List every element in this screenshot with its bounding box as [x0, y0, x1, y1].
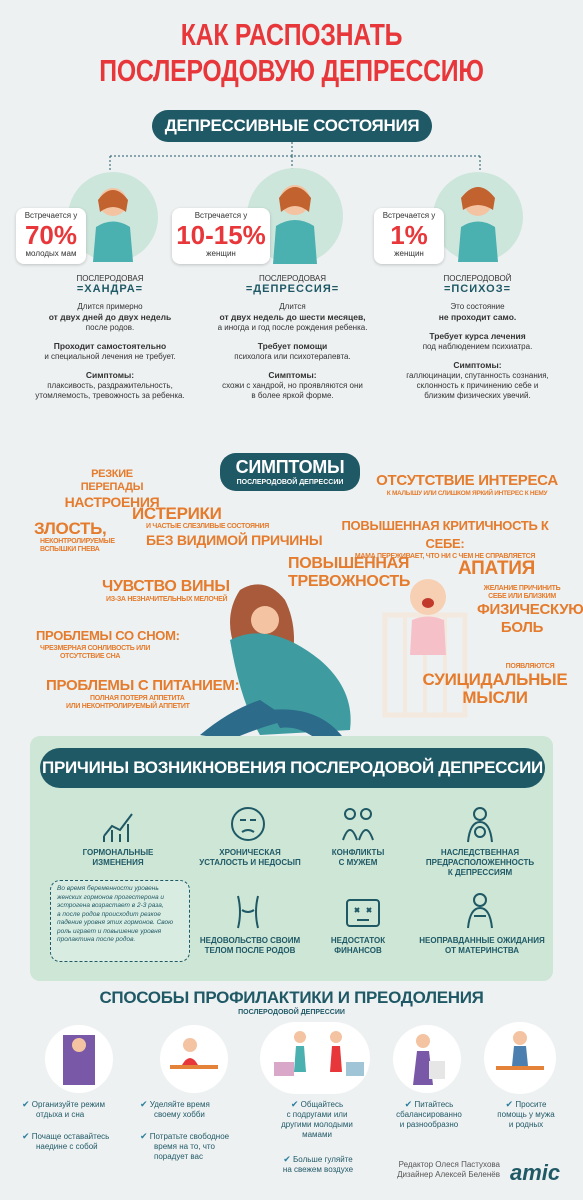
tip-ask-help: ✔ Просите помощь у мужа и родных: [497, 1099, 555, 1129]
symptom-harm: ЖЕЛАНИЕ ПРИЧИНИТЬ СЕБЕ ИЛИ БЛИЗКИМ ФИЗИЧЕСКУЮ БОЛЬ: [477, 585, 583, 636]
stat-value: 1%: [390, 220, 428, 250]
conflict-couple-icon: [338, 804, 378, 844]
state-name: =ХАНДРА=: [76, 283, 144, 295]
father-baby-icon: [484, 1022, 556, 1094]
cause-conflicts: КОНФЛИКТЫ С МУЖЕМ: [331, 848, 385, 867]
cause-finance: НЕДОСТАТОК ФИНАНСОВ: [330, 936, 386, 955]
symptom-interest: ОТСУТСТВИЕ ИНТЕРЕСА К МАЛЫШУ ИЛИ СЛИШКОМ ЯРКИЙ ИНТЕРЕС К НЕМУ: [376, 472, 558, 497]
tip-image-sleep: [45, 1025, 113, 1093]
hormone-note: [50, 880, 190, 962]
symptom-hysteria: ИСТЕРИКИ И ЧАСТЫЕ СЛЕЗЛИВЫЕ СОСТОЯНИЯ БЕЗ ВИДИМОЙ ПРИЧИНЫ: [132, 504, 323, 548]
woman-psychosis-icon: [433, 172, 523, 262]
hobby-table-icon: [160, 1025, 228, 1093]
symptom-anger: ЗЛОСТЬ, НЕКОНТРОЛИРУЕМЫЕ ВСПЫШКИ ГНЕВА: [34, 519, 115, 553]
credits: Редактор Олеся Пастухова Дизайнер Алексей Беленёв: [397, 1160, 500, 1179]
mother-baby-icon: [460, 804, 500, 844]
state-column-psychosis: ПОСЛЕРОДОВОЙ =ПСИХОЗ= Это состояние не проходит само. Требует курса лечения под наблюдением психиатра. Симптомы: галлюцинации, спутанность сознания, склонность к причинению себе и близким физических увечий.: [390, 274, 565, 401]
symptom-suicidal: ПОЯВЛЯЮТСЯ СУИЦИДАЛЬНЫЕ МЫСЛИ: [422, 663, 568, 707]
state-name: =ДЕПРЕССИЯ=: [245, 283, 340, 295]
chart-growth-icon: [100, 808, 136, 844]
cause-heredity: НАСЛЕДСТВЕННАЯ ПРЕДРАСПОЛОЖЕННОСТЬ К ДЕПРЕССИЯМ: [425, 848, 535, 877]
check-icon: ✔: [290, 1099, 299, 1109]
mother-crying-baby-icon: [460, 890, 500, 930]
symptom-sleep: ПРОБЛЕМЫ СО СНОМ: ЧРЕЗМЕРНАЯ СОНЛИВОСТЬ ИЛИ ОТСУТСТВИЕ СНА: [36, 628, 180, 660]
check-icon: ✔: [140, 1099, 148, 1109]
page-title-line1: КАК РАСПОЗНАТЬ: [180, 17, 403, 52]
check-icon: ✔: [22, 1131, 30, 1141]
body-figure-icon: [228, 892, 268, 932]
check-icon: ✔: [283, 1154, 291, 1164]
prevention-subheading: ПОСЛЕРОДОВОЙ ДЕПРЕССИИ: [238, 1009, 345, 1016]
states-heading: ДЕПРЕССИВНЫЕ СОСТОЯНИЯ: [152, 110, 432, 142]
tip-image-friends: [260, 1022, 370, 1094]
state-column-depression: ПОСЛЕРОДОВАЯ =ДЕПРЕССИЯ= Длится от двух недель до шести месяцев, а иногда и год после рождения ребенка. Требует помощи психолога или психотерапевта. Симптомы: схожи с хандрой, но проявляются они в более яркой форме.: [200, 274, 385, 401]
tip-food: ✔ Питайтесь сбалансированно и разнообразно: [396, 1099, 462, 1129]
tip-walk: ✔ Больше гуляйте на свежем воздухе: [282, 1154, 354, 1174]
tired-face-icon: [228, 804, 268, 844]
tip-hobby: ✔ Уделяйте время своему хобби: [140, 1099, 210, 1119]
prevention-heading: СПОСОБЫ ПРОФИЛАКТИКИ И ПРЕОДОЛЕНИЯ: [99, 988, 484, 1007]
check-icon: ✔: [404, 1099, 413, 1109]
symptom-apathy: АПАТИЯ: [458, 558, 536, 579]
symptom-anxiety: ПОВЫШЕННАЯ ТРЕВОЖНОСТЬ: [288, 555, 411, 590]
cause-expectations: НЕОПРАВДАННЫЕ ОЖИДАНИЯ ОТ МАТЕРИНСТВА: [419, 936, 545, 955]
check-icon: ✔: [140, 1131, 148, 1141]
page-title-line2: ПОСЛЕРОДОВУЮ ДЕПРЕССИЮ: [99, 53, 484, 88]
stat-blues: Встречается у 70% молодых мам: [16, 208, 86, 264]
cause-body: НЕДОВОЛЬСТВО СВОИМ ТЕЛОМ ПОСЛЕ РОДОВ: [199, 936, 301, 955]
tip-rest: ✔ Организуйте режим отдыха и сна: [22, 1099, 105, 1119]
tip-image-hobby: [160, 1025, 228, 1093]
cause-hormonal: ГОРМОНАЛЬНЫЕ ИЗМЕНЕНИЯ: [82, 848, 154, 867]
sleeping-woman-icon: [45, 1025, 113, 1093]
stat-value: 10-15%: [176, 220, 266, 250]
state-column-blues: ПОСЛЕРОДОВАЯ =ХАНДРА= Длится примерно от двух дней до двух недель после родов. Проходит самостоятельно и специальной лечения не требует. Симптомы: плаксивость, раздражительность, утомляемость, тревожность за ребенка.: [20, 274, 200, 401]
check-icon: ✔: [22, 1099, 30, 1109]
causes-heading: ПРИЧИНЫ ВОЗНИКНОВЕНИЯ ПОСЛЕРОДОВОЙ ДЕПРЕССИИ: [40, 748, 545, 788]
symptom-self-criticism: ПОВЫШЕННАЯ КРИТИЧНОСТЬ К СЕБЕ: МАМА ПЕРЕЖИВАЕТ, ЧТО НИ С ЧЕМ НЕ СПРАВЛЯЕТСЯ: [341, 518, 549, 560]
symptom-mood: РЕЗКИЕ ПЕРЕПАДЫ НАСТРОЕНИЯ: [64, 468, 160, 510]
sad-woman-illustration-icon: [170, 580, 390, 750]
mothers-with-strollers-icon: [260, 1022, 370, 1094]
cause-fatigue: ХРОНИЧЕСКАЯ УСТАЛОСТЬ И НЕДОСЫП: [199, 848, 301, 867]
empty-wallet-icon: [343, 892, 383, 932]
tip-friends: ✔ Общайтесь с подругами или другими молодыми мамами: [281, 1099, 353, 1139]
symptom-guilt: ЧУВСТВО ВИНЫ ИЗ-ЗА НЕЗНАЧИТЕЛЬНЫХ МЕЛОЧЕЙ: [102, 578, 230, 603]
stat-value: 70%: [24, 220, 78, 250]
state-name: =ПСИХОЗ=: [443, 283, 512, 295]
amic-logo: amic: [510, 1160, 561, 1185]
symptom-food: ПРОБЛЕМЫ С ПИТАНИЕМ: ПОЛНАЯ ПОТЕРЯ АППЕТИТА ИЛИ НЕКОНТРОЛИРУЕМЫЙ АППЕТИТ: [46, 677, 240, 710]
tip-free-time: ✔ Потратьте свободное время на то, что порадует вас: [140, 1131, 230, 1161]
tip-image-food: [393, 1025, 461, 1093]
tip-image-help: [484, 1022, 556, 1094]
tip-alone: ✔ Почаще оставайтесь наедине с собой: [22, 1131, 110, 1151]
woman-groceries-icon: [393, 1025, 461, 1093]
portrait-psychosis: [433, 172, 523, 262]
stat-depression: Встречается у 10-15% женщин: [172, 208, 270, 264]
stat-psychosis: Встречается у 1% женщин: [374, 208, 444, 264]
note-text: Во время беременности уровень женских гормонов прогестерона и эстрогена возрастает в 2-3 раза, а после родов происходит резкое падение уровня этих гормонов. Свою роль играет и повышение уровня пролактина после родов.: [57, 885, 174, 943]
symptoms-heading: СИМПТОМЫ ПОСЛЕРОДОВОЙ ДЕПРЕССИИ: [220, 453, 360, 491]
check-icon: ✔: [505, 1099, 514, 1109]
